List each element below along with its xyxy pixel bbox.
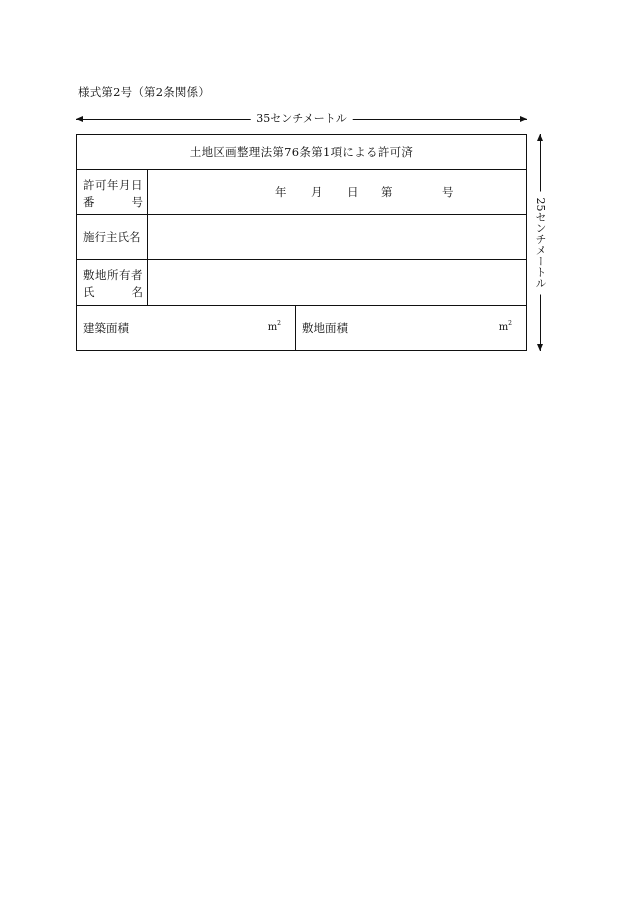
date-year-marker: 年	[275, 185, 287, 199]
number-suffix-marker: 号	[442, 185, 454, 199]
building-area-label: 建築面積	[83, 321, 129, 335]
date-day-marker: 日	[347, 185, 359, 199]
applicant-name-field[interactable]	[148, 215, 526, 259]
site-area-field[interactable]	[296, 306, 526, 350]
permit-date-label	[77, 170, 148, 214]
arrow-right-icon	[520, 116, 527, 122]
stamp-title-row	[77, 135, 526, 170]
site-owner-label-line2	[83, 284, 143, 300]
permit-number-label-a: 番	[83, 195, 95, 209]
permit-date-label-line1: 許可年月日	[83, 178, 143, 192]
site-owner-row	[77, 260, 526, 306]
site-owner-label-cell	[77, 260, 148, 305]
owner-name-label-b: 名	[131, 285, 143, 299]
area-unit-base: m	[267, 322, 278, 333]
arrow-left-icon	[76, 116, 83, 122]
permit-stamp-table	[76, 134, 527, 351]
building-area-unit	[268, 320, 281, 333]
permit-date-label-line2	[83, 194, 143, 210]
permit-date-value[interactable]	[148, 170, 526, 214]
stamp-title: 土地区画整理法第76条第1項による許可済	[189, 145, 414, 159]
site-area-unit	[499, 320, 512, 333]
applicant-label: 施行主氏名	[83, 230, 141, 244]
area-unit-exponent: 2	[508, 320, 512, 327]
area-unit-base: m	[498, 322, 509, 333]
width-dimension-label: 35センチメートル	[250, 112, 353, 126]
owner-name-label-a: 氏	[83, 285, 95, 299]
number-prefix-marker: 第	[381, 185, 393, 199]
permit-number-label-b: 号	[131, 195, 143, 209]
applicant-row	[77, 215, 526, 260]
width-dimension	[76, 112, 527, 126]
arrow-down-icon	[537, 344, 543, 351]
area-row	[77, 306, 526, 350]
height-dimension-label: 25センチメートル	[533, 191, 547, 294]
building-area-field[interactable]	[77, 306, 296, 350]
permit-date-row	[77, 170, 526, 215]
form-reference: 様式第2号（第2条関係）	[78, 85, 211, 99]
site-owner-label-line1: 敷地所有者	[83, 268, 143, 282]
area-unit-exponent: 2	[277, 320, 281, 327]
applicant-label-cell	[77, 215, 148, 259]
arrow-up-icon	[537, 134, 543, 141]
height-dimension	[533, 134, 547, 351]
site-area-label: 敷地面積	[302, 321, 348, 335]
date-month-marker: 月	[311, 185, 323, 199]
site-owner-name-field[interactable]	[148, 260, 526, 305]
